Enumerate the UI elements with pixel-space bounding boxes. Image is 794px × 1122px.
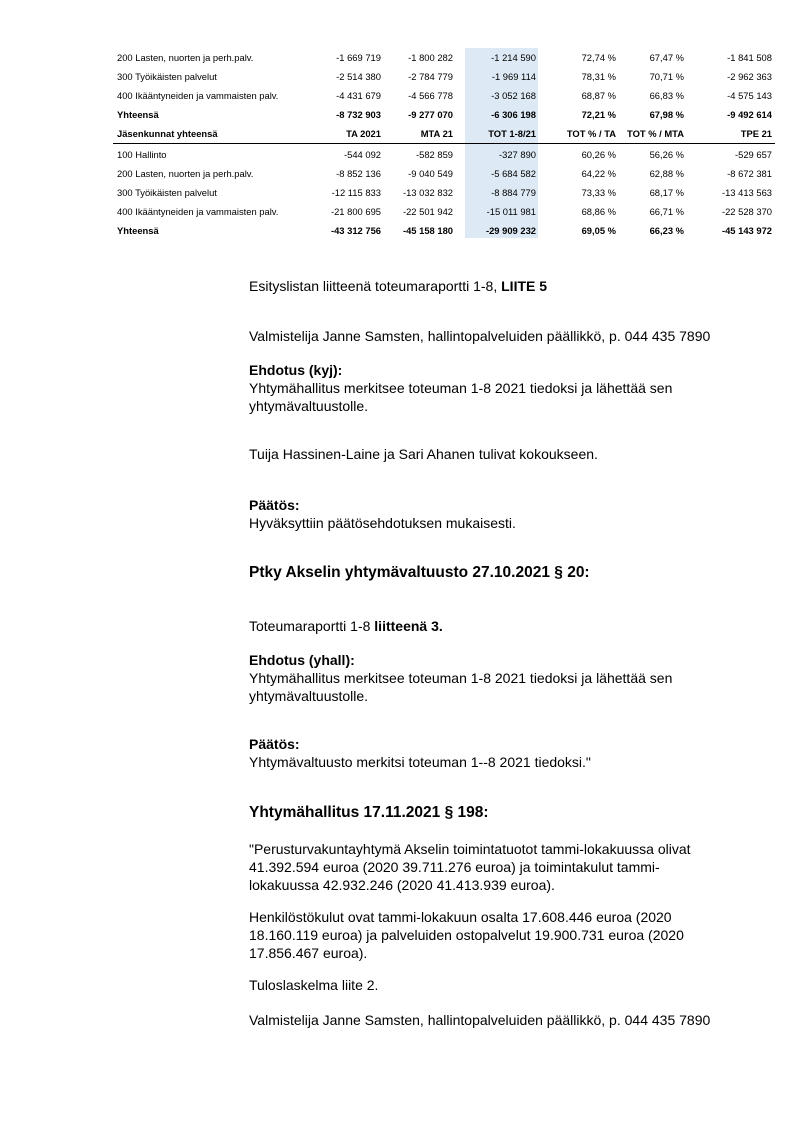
cell-pct-ta: 78,31 %: [581, 71, 616, 82]
cell-ta: -8 852 136: [336, 168, 381, 179]
row-label: 300 Työikäisten palvelut: [117, 71, 217, 82]
paragraph-line: 18.160.119 euroa) ja palveluiden ostopalvelut 19.900.731 euroa (2020: [249, 927, 684, 943]
cell-pct-mta: 68,17 %: [649, 187, 684, 198]
cell-tpe: -13 413 563: [721, 187, 772, 198]
row-label: 400 Ikääntyneiden ja vammaisten palv.: [117, 90, 279, 101]
paragraph-line: lokakuussa 42.932.246 (2020 41.413.939 euroa).: [249, 877, 555, 893]
header-tot: TOT 1-8/21: [488, 128, 536, 139]
proposal-title: Ehdotus (kyj):: [249, 362, 343, 378]
personnel-paragraph: [249, 908, 769, 962]
arrival-note: [249, 445, 769, 463]
cell-ta: -43 312 756: [330, 225, 381, 236]
cell-ta: -21 800 695: [330, 206, 381, 217]
cell-tpe: -45 143 972: [721, 225, 772, 236]
report-note: [249, 617, 769, 635]
header-ta: TA 2021: [346, 128, 381, 139]
cell-mta: -9 040 549: [408, 168, 453, 179]
arrival-text: Tuija Hassinen-Laine ja Sari Ahanen tulivat kokoukseen.: [249, 446, 598, 462]
cell-pct-ta: 72,74 %: [581, 52, 616, 63]
cell-tpe: -529 657: [734, 149, 772, 160]
cell-pct-ta: 60,26 %: [581, 149, 616, 160]
cell-mta: -13 032 832: [402, 187, 453, 198]
cell-pct-ta: 73,33 %: [581, 187, 616, 198]
proposal-text: Yhtymähallitus merkitsee toteuman 1-8 2021 tiedoksi ja lähettää sen: [249, 670, 673, 686]
cell-mta: -22 501 942: [402, 206, 453, 217]
cell-ta: -12 115 833: [331, 187, 381, 198]
council-heading: [249, 564, 769, 582]
attachment-ref: LIITE 5: [501, 278, 548, 294]
cell-tpe: -22 528 370: [721, 206, 772, 217]
cell-ta: -4 431 679: [336, 90, 381, 101]
cell-mta: -4 566 778: [408, 90, 453, 101]
cell-pct-ta: 68,86 %: [581, 206, 616, 217]
paragraph-line: Henkilöstökulut ovat tammi-lokakuun osalta 17.608.446 euroa (2020: [249, 909, 672, 925]
cell-tpe: -9 492 614: [727, 109, 772, 120]
header-pct-mta: TOT % / MTA: [627, 128, 684, 139]
cell-pct-mta: 66,23 %: [649, 225, 684, 236]
decision-title: Päätös:: [249, 497, 300, 513]
cell-ta: -544 092: [343, 149, 381, 160]
proposal-text: yhtymävaltuustolle.: [249, 398, 369, 414]
cell-mta: -582 859: [415, 149, 453, 160]
preparer-text: Valmistelija Janne Samsten, hallintopalveluiden päällikkö, p. 044 435 7890: [249, 328, 711, 344]
table-row: [113, 183, 775, 202]
cell-pct-mta: 56,26 %: [649, 149, 684, 160]
cell-tpe: -2 962 363: [727, 71, 772, 82]
cell-tpe: -4 575 143: [727, 90, 772, 101]
cell-ta: -1 669 719: [336, 52, 381, 63]
cell-pct-mta: 62,88 %: [649, 168, 684, 179]
decision-section: [249, 496, 769, 532]
cell-pct-mta: 67,98 %: [649, 109, 684, 120]
paragraph-line: "Perusturvakuntayhtymä Akselin toimintatuotot tammi-lokakuussa olivat: [249, 841, 691, 857]
table-total-row: [113, 221, 775, 240]
attachment-text: Tuloslaskelma liite 2.: [249, 977, 379, 993]
row-label: Yhteensä: [117, 109, 159, 120]
attachment-text: Esityslistan liitteenä toteumaraportti 1-8,: [249, 278, 502, 294]
income-paragraph: [249, 840, 769, 894]
header-tpe: TPE 21: [740, 128, 772, 139]
cell-pct-mta: 66,71 %: [649, 206, 684, 217]
cell-ta: -8 732 903: [336, 109, 381, 120]
decision-text: Yhtymävaltuusto merkitsi toteuman 1--8 2021 tiedoksi.": [249, 754, 591, 770]
decision-title: Päätös:: [249, 736, 300, 752]
row-label: Yhteensä: [117, 225, 159, 236]
cell-tot: -1 214 590: [491, 52, 536, 63]
cell-pct-mta: 70,71 %: [649, 71, 684, 82]
paragraph-line: 41.392.594 euroa (2020 39.711.276 euroa) ja toimintakulut tammi-: [249, 859, 660, 875]
report-text: Toteumaraportti 1-8: [249, 618, 375, 634]
decision-text: Hyväksyttiin päätösehdotuksen mukaisesti.: [249, 515, 516, 531]
cell-mta: -45 158 180: [402, 225, 453, 236]
cell-pct-ta: 64,22 %: [581, 168, 616, 179]
budget-table: [113, 48, 775, 240]
cell-tpe: -1 841 508: [727, 52, 772, 63]
cell-mta: -9 277 070: [408, 109, 453, 120]
cell-tot: -8 884 779: [491, 187, 536, 198]
cell-tot: -6 306 198: [491, 109, 536, 120]
header-label: Jäsenkunnat yhteensä: [117, 128, 218, 139]
cell-tot: -1 969 114: [491, 71, 536, 82]
row-label: 300 Työikäisten palvelut: [117, 187, 217, 198]
row-label: 200 Lasten, nuorten ja perh.palv.: [117, 168, 254, 179]
decision-section-2: [249, 735, 769, 771]
row-label: 400 Ikääntyneiden ja vammaisten palv.: [117, 206, 279, 217]
cell-pct-ta: 72,21 %: [581, 109, 616, 120]
row-label: 100 Hallinto: [117, 149, 167, 160]
section-heading: Ptky Akselin yhtymävaltuusto 27.10.2021 § 20:: [249, 564, 590, 581]
proposal-section-2: [249, 651, 769, 705]
cell-mta: -1 800 282: [408, 52, 453, 63]
cell-pct-ta: 69,05 %: [581, 225, 616, 236]
cell-pct-ta: 68,87 %: [581, 90, 616, 101]
income-statement-note: [249, 976, 769, 994]
cell-pct-mta: 67,47 %: [649, 52, 684, 63]
cell-tot: -3 052 168: [491, 90, 536, 101]
cell-tot: -15 011 981: [486, 206, 536, 217]
preparer-text: Valmistelija Janne Samsten, hallintopalveluiden päällikkö, p. 044 435 7890: [249, 1012, 711, 1028]
cell-tot: -327 890: [498, 149, 536, 160]
section-heading: Yhtymähallitus 17.11.2021 § 198:: [249, 804, 489, 821]
attachment-note: [249, 277, 769, 295]
proposal-title: Ehdotus (yhall):: [249, 652, 355, 668]
table-total-row: [113, 105, 775, 124]
table-header-row: [113, 124, 775, 144]
proposal-text: yhtymävaltuustolle.: [249, 688, 369, 704]
table-row: [113, 145, 775, 164]
cell-tot: -5 684 582: [491, 168, 536, 179]
paragraph-line: 17.856.467 euroa).: [249, 945, 368, 961]
header-pct-ta: TOT % / TA: [566, 128, 616, 139]
preparer-line: [249, 327, 769, 345]
proposal-text: Yhtymähallitus merkitsee toteuman 1-8 2021 tiedoksi ja lähettää sen: [249, 380, 673, 396]
cell-mta: -2 784 779: [408, 71, 453, 82]
preparer-line-2: [249, 1011, 769, 1029]
cell-tot: -29 909 232: [485, 225, 536, 236]
cell-pct-mta: 66,83 %: [649, 90, 684, 101]
cell-ta: -2 514 380: [336, 71, 381, 82]
table-row: [113, 202, 775, 221]
table-row: [113, 164, 775, 183]
proposal-section: [249, 361, 769, 415]
report-ref: liitteenä 3.: [374, 618, 443, 634]
header-mta: MTA 21: [420, 128, 453, 139]
cell-tpe: -8 672 381: [727, 168, 772, 179]
row-label: 200 Lasten, nuorten ja perh.palv.: [117, 52, 254, 63]
table-row: [113, 67, 775, 86]
table-row: [113, 48, 775, 67]
board-heading: [249, 804, 769, 822]
table-row: [113, 86, 775, 105]
